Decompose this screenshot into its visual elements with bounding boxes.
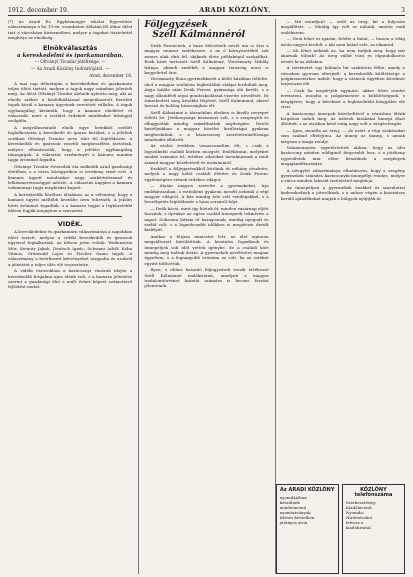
ad-title: KÖZLÖNY telefonszáma [354,487,393,498]
ad-line: Nyomda: [345,510,365,515]
advertisements [276,484,405,574]
ad-line: Hirdetéseket [345,515,373,520]
ad-line: kiadóhivatal. [345,525,372,530]
article-paragraph: A nőegylet választmánya elhatározta, hogy a szegény gyermekek számára karácsonyfa-ünnepélyt rendez, melyre a város minden lakosát tisztelettel meghívja. [280,167,405,184]
feuilleton-heading: Följegyzések [144,20,209,30]
paper-title: ARADI KÖZLÖNY. [199,6,271,14]
section-divider [18,216,122,217]
article-paragraph: A karácsonyi ünnepek közeledtével a városban élénk forgalom indult meg. Az üzletek kirakatai ünnepi díszt öltöttek, s az utcákon késő estig nagy volt a sürgés-forgás. [280,110,405,127]
article-paragraph: A kereskedelmi és iparkamara választmánya a napokban ülést tartott, melyen a vidéki kereskedők és iparosok ügyeivel foglalkoztak. Az ülésen jelen voltak: Wallenstein Mór, Steinitz Jakab, Deutsch Ignác, Schwarz Adolf, Kohn Vilmos, Grünwald Lajos és Fischer Samu tagok. A választmány a beérkezett kérvényeket tárgyalta és azokról a jelentést a teljes ülés elé terjesztette. [8,229,133,267]
notice-paragraph: (*) Az Aradi Ev. Egyházmegye iskolai Egyesülete választmánya a hó 19-én, szombaton délután fél ötkor ülést tart a városháza kistermében, melyre a tagokat tisztelettel meghívja az elnökség. [8,19,133,41]
page-header [8,4,405,16]
issue-date: 1912. december 19. [8,7,69,14]
section-title-elnokvalasztas: Elnökválasztás [42,43,98,52]
ad-line: mindennemű [279,505,307,510]
article-paragraph: Az utolsó években visszavonultan élt, s csak a legszűkebb családi körben mozgott. Emlékiratai, melyeket unokái számára írt, értékes adatokat tartalmaznak a mult század magyar közéletéről és irodalmáról. [144,143,269,165]
column-3 [275,19,405,574]
article-paragraph: — Atyám nagyon szerette a gyermekeket, írja emlékirataiban, s esténként gyakran mesélt nekünk a régi magyar világról. A ház mindig tele volt vendégekkel, s a beszélgetés legtöbbször a haza sorsáról folyt. [144,183,269,205]
article-paragraph: A történetet egy különös hír szakította félbe, amely a városban gyorsan elterjedt: a kereskedők küldöttsége a polgármesterhez indult, hogy a vásárok ügyében kérelmet terjesszen elő. [280,65,405,87]
column-3-text [281,19,405,480]
article-paragraph: Ilyen, s ehhez hasonló följegyzések teszik értékessé Széll Kálmánné emlékiratait, amelyek a magyar irodalomtörténet kutatói számára is becses forrást jelentenek. [144,267,269,289]
article-paragraph: — Mi lehet nekünk az, ha nem tudjuk meg, hogy mit akarnak tőlünk? Az öreg vállat vont és elgondolkozva nézett ki az ablakon. [280,48,405,64]
article-paragraph: Széll Kálmánné a társadalmi életben is kiváló szerepet töltött be. Jótékonysága közismert volt, s a szegények és elhagyottak mindig számíthattak segítségére. Ratóti kastélyukban a magyar közélet kiválóságai gyakran megfordultak, s a háziasszony szeretetreméltósága mindenkit elbűvölt. [144,109,269,142]
article-paragraph: — Deák bácsi, mert így hívtuk őt, minden vasárnap eljött hozzánk, s ilyenkor az egész család ünnepnek tekintette a napot. Sohasem láttam őt haragosnak, mindig nyugodt és szelíd volt, s a legnehezebb időkben is megőrizte derült kedélyét. [144,205,269,233]
section-title-videk: VIDÉK. [57,220,83,229]
ad-title: Az ARADI KÖZLÖNY [280,487,335,493]
article-paragraph: Deák Ferencnek, a haza bölcsének nevét ma is őrzi a magyar nemzet emlékezete, s az ő környezetéből sok nemes alak tűnt fel, akiknek élete példaképül szolgálhat. Ezek közé tartozott Széll Kálmánné, Vörösmarty Mihály leánya, akinek emlékét a magyar társaság most is kegyelettel őrzi. [144,43,269,76]
ad-line: nyomdájában [279,495,307,500]
article-paragraph: Ezekből a följegyzésekből közlünk itt néhány részletet, melyek a nagy költő családi életére és Deák Ferenc egyéniségére vetnek érdekes világot. [144,165,269,182]
article-paragraph: — Mit mondjon? — szólt az öreg, kit a folyosón megállított. — Mindig így volt ez nálunk, amióta csak emlékszem. [280,19,405,35]
column-2 [138,19,268,574]
ad-line: felvesz a [345,520,364,525]
article-paragraph: Oltványi Tivadar évtizedek óta működik Arad gazdasági életében, s a város közügyeiben is tevékeny részt vett. A kamara ügyeit mindenkor nagy szakértelemmel és lelkiismeretességgel intézte. A választás napjára a kamara valamennyi tagja meghívást kapott. [8,163,133,191]
section-byline: — Oltványi Tivadar jelöltsége. — [34,59,106,65]
article-paragraph: A megválasztandó elnök ügye hetekkel ezelőtt foglalkoztatta a kereskedő és iparos köröket, s a jelöltek sorában Oltványi Tivadar neve tűnt fel legtöbbször. A kereskedők és iparosok vezetői megbeszélést tartottak, melyen elhatározták, hogy a jelölést egyhangúlag támogatják. A választás eredményét a kamara minden tagja örömmel fogadta. [8,124,133,163]
section-subtitle: a kereskedelmi és iparkamarában. [17,52,124,59]
article-paragraph: A kereskedők körében általános az a vélemény, hogy a kamara ügyeit méltóbb kezekbe nem tehetnék. A jelölés hírét örömmel fogadták, s a kamara tagjai a legközelebbi ülésen fogják megejteni a szavazást. [8,191,133,213]
article-paragraph: Vörösmarty Ilona gyermekkorát a költő házában töltötte, ahol a magyar irodalom legkiválóbb alakjai fordultak meg. Atyja halála után Deák Ferenc gyámsága alá került, s a nagy államférfi atyai gondoskodással vezette nevelését. Itt ismerkedett meg későbbi férjével, Széll Kálmánnal, akivel hosszú és boldog házasságban élt. [144,76,269,109]
ad-line: ízléses kivitelben [279,515,315,520]
ad-line: készülnek [279,500,300,505]
page-number: 3 [401,7,405,14]
ad-line: Szerkesztőség: [345,500,377,505]
columns [8,19,405,574]
feuilleton-title: Széll Kálmánnéról [152,30,246,40]
section-byline-source: — Az Aradi Közlöny tudósítójától. — [30,66,110,72]
ad-line: jutányos áron. [279,520,309,525]
ad-box-telephone [342,484,405,574]
article-paragraph: — Igen, mondta az öreg, — de azért a régi szokásokat sem szabad elfelejteni. Az ünnep az ünnep, s annak megvan a maga rendje. [280,127,405,144]
article-paragraph: A mai nap délutánján a kereskedelmi és iparkamara teljes ülést tartott, melyen a tagok nagy számban jelentek meg. Az ülést Oltványi Tivadar alelnök nyitotta meg, aki az elnöki székre a közfelkiáltással megválasztott kerületi tagok közül a kamara ügyeinek vezetését vállalta. A tagok egyhangúlag kívánták, hogy a kamara elnökévé őt válasszák, mert a testület érdekeit mindenkor hűséggel szolgálta. [8,80,133,124]
article-paragraph: A vidéki városokban a karácsonyi vásárok idején a kereskedők forgalma igen élénk volt, s a kamara jelentése szerint a gazdasági élet a múlt évhez képest számottevő fejlődést mutat. [8,268,133,290]
article-paragraph: Valamennyien egyetértettek abban, hogy az idei karácsony minden eddiginél fényesebb lesz, s a jótékony egyesületek már előre készülnek a szegények megajándékozására. [280,144,405,167]
article-paragraph: — Csak ha megértjük egymást, akkor lehet rendet teremteni, mondta a polgármester a küldöttségnek, s megígérte, hogy a kérelmet a legközelebbi közgyűlés elé viszi. [280,87,405,110]
article-paragraph: — Nem lehet ez igazán, felelte a fiatal, — hiszen a világ azóta nagyot fordult, s aki nem halad vele, az elmarad. [280,36,405,47]
article-paragraph: Amikor a férjem miniszter lett, az élet egészen megváltozott körülöttünk. A hivatalos fogadások és ünnepélyek sok időt vettek igénybe, de a családi kört mindig meg tudtuk őrizni. A gyermekek nevelésére magam ügyeltem, s a legnagyobb örömöm az volt, ha az estéket együtt tölthettük. [144,233,269,266]
ad-box-printing [276,484,339,574]
article-paragraph: Az ünnepélyen a gyermekek énekkel és szavalattal kedveskednek a jótevőknek, s a műsor végén a kiosztásra kerülő ajándékokat maguk a hölgyek nyújtják át. [280,184,405,201]
column-1 [8,19,132,574]
ad-line: Kiadóhivatal: [345,505,373,510]
section-dateline: Arad, december 18. [89,73,133,79]
ad-line: nyomtatványok [279,510,311,515]
